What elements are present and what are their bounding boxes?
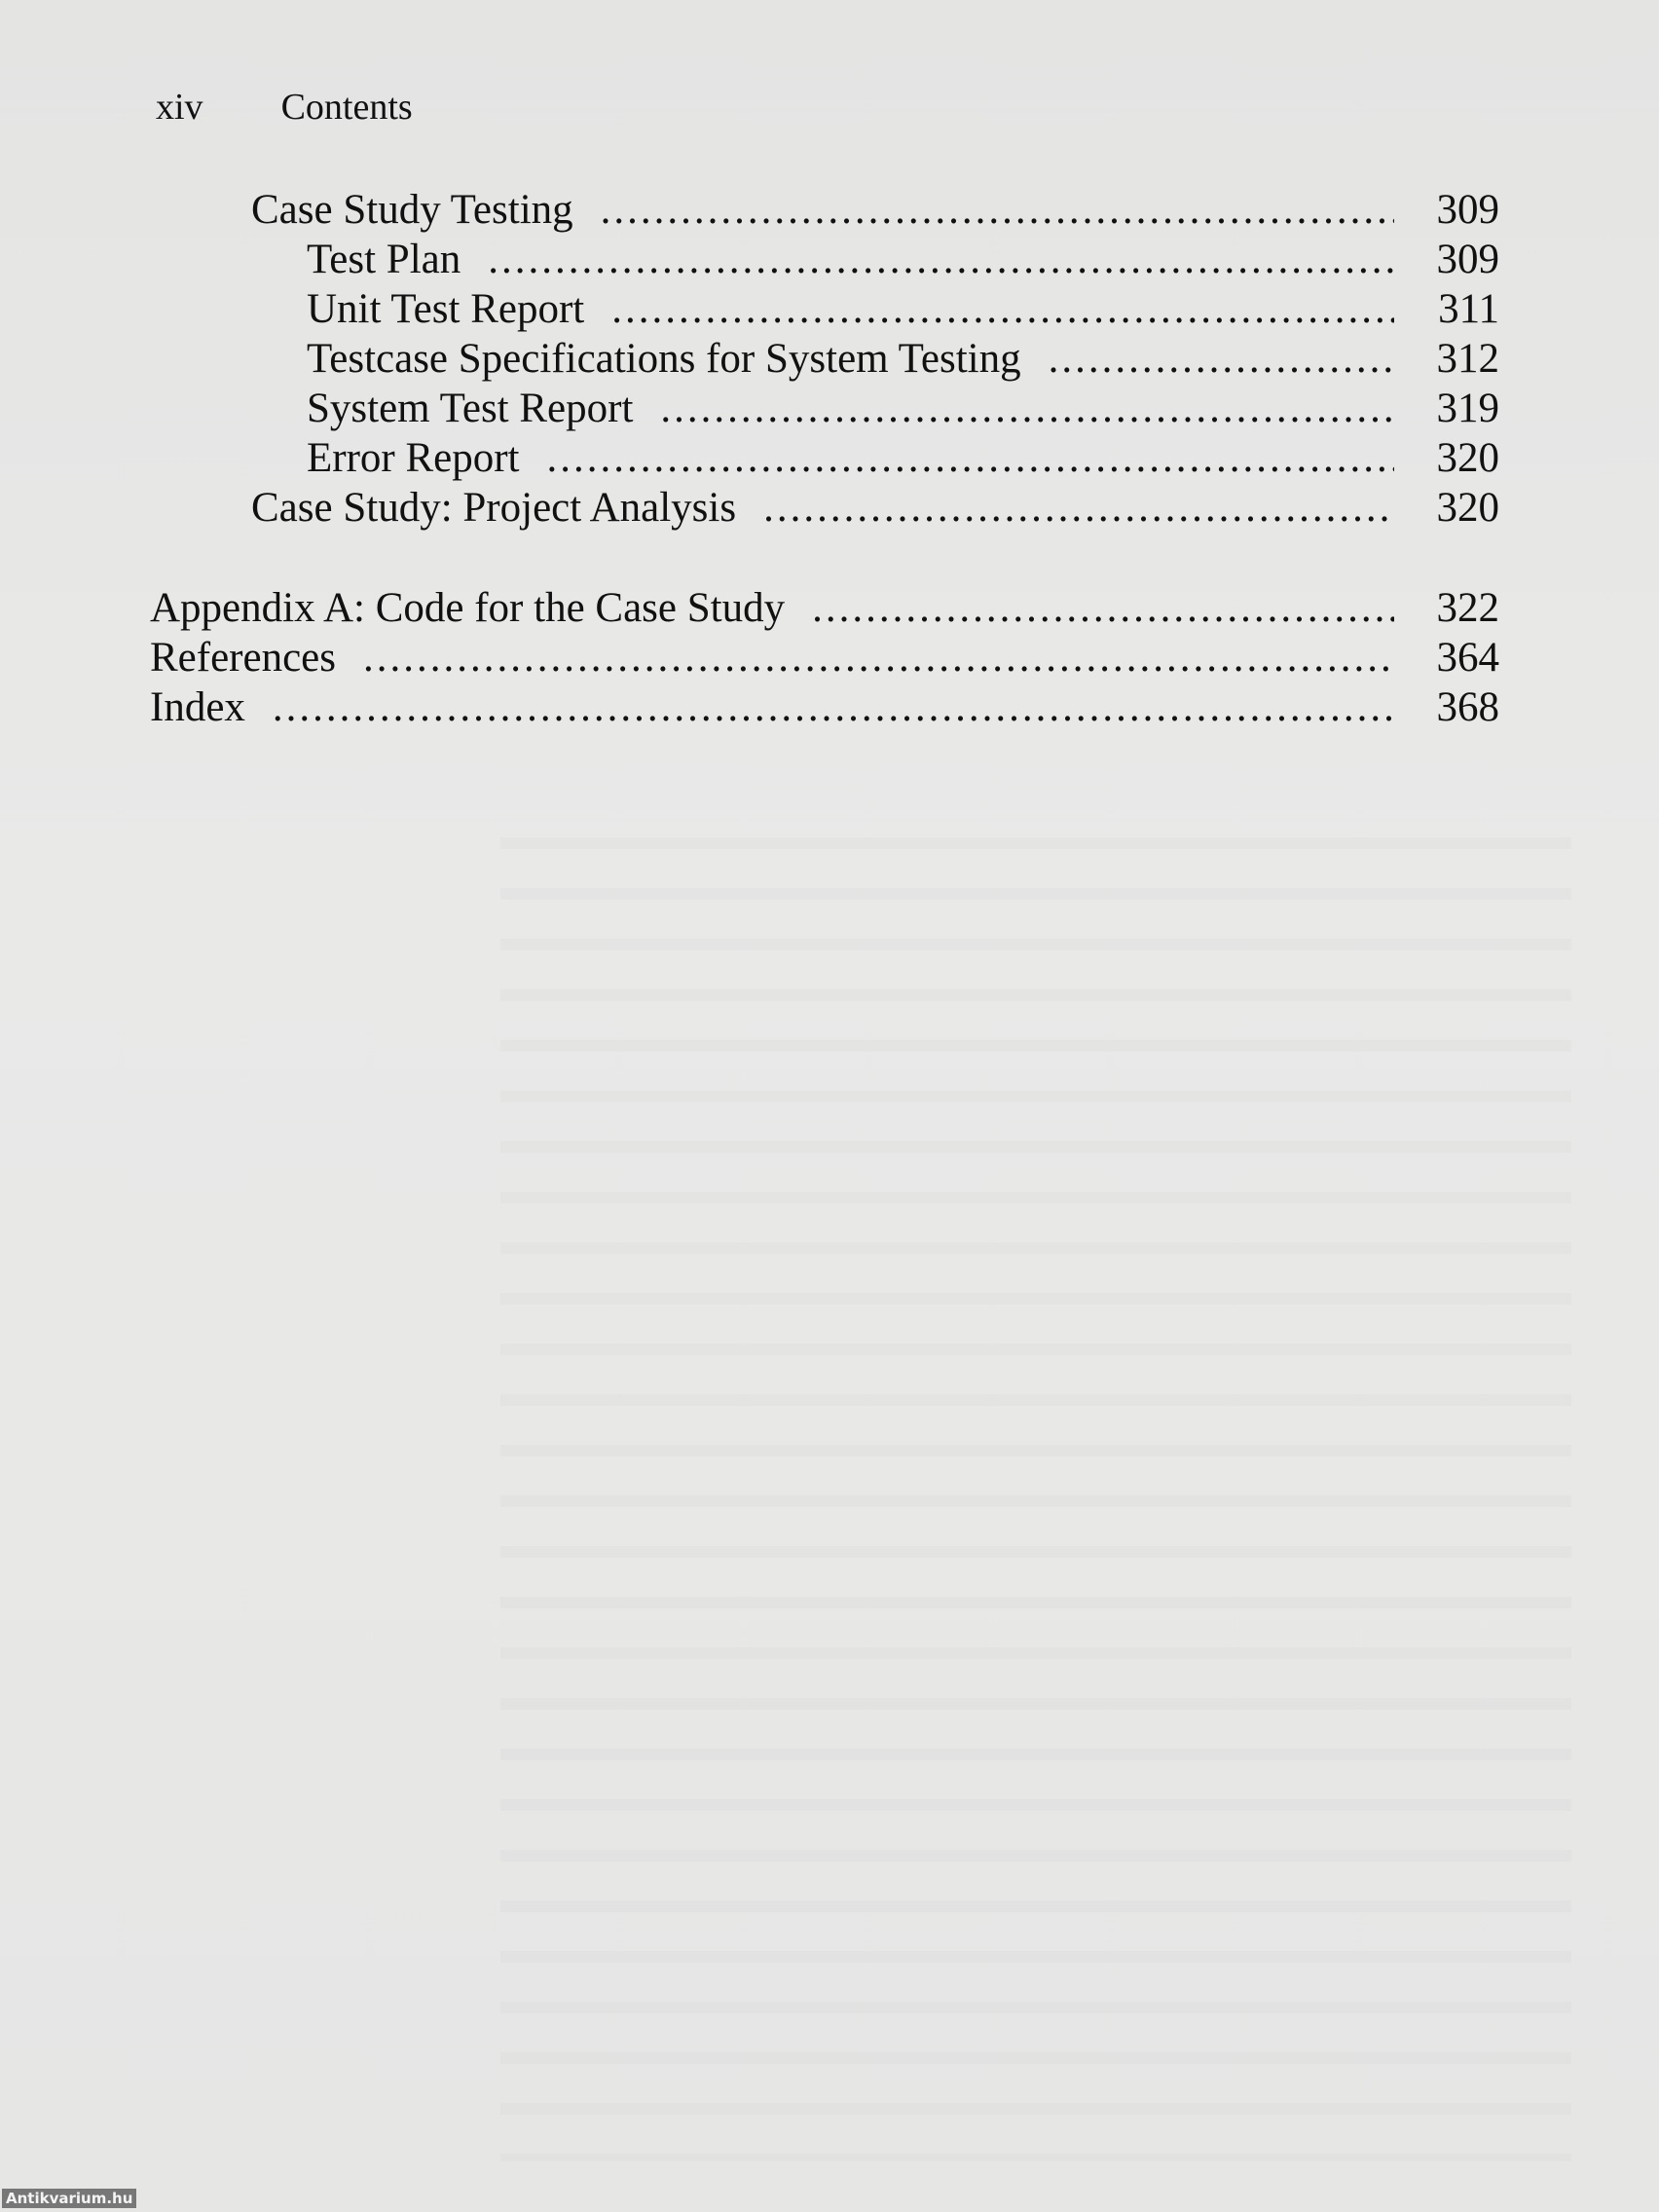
toc-entry-page: 368 <box>1436 684 1499 730</box>
bleed-through-shadow <box>500 798 1571 2161</box>
toc-leader-dots <box>601 185 1394 235</box>
toc-entry-title: Appendix A: Code for the Case Study <box>150 585 786 631</box>
toc-entry-title: Case Study Testing <box>251 187 573 233</box>
toc-entry-page: 309 <box>1436 237 1499 282</box>
toc-entry-page: 320 <box>1436 435 1499 481</box>
toc-leader-dots <box>273 682 1394 732</box>
toc-entry-case-study-testing <box>146 185 1499 235</box>
toc-leader-dots <box>812 583 1394 633</box>
toc-leader-dots <box>611 284 1394 334</box>
toc-leader-dots <box>488 235 1394 284</box>
toc-leader-dots <box>763 483 1394 533</box>
toc-entry-references <box>146 633 1499 682</box>
toc-leader-dots <box>363 633 1394 682</box>
toc-entry-page: 320 <box>1436 485 1499 531</box>
table-of-contents <box>146 185 1499 732</box>
toc-entry-page: 312 <box>1436 336 1499 382</box>
toc-entry-test-plan <box>146 235 1499 284</box>
toc-entry-error-report <box>146 433 1499 483</box>
toc-entry-page: 319 <box>1436 386 1499 431</box>
toc-entry-testcase-specifications <box>146 334 1499 384</box>
page-header <box>156 86 413 129</box>
toc-entry-title: Test Plan <box>307 237 461 282</box>
toc-entry-title: Unit Test Report <box>307 286 585 332</box>
toc-entry-title: Error Report <box>307 435 520 481</box>
toc-entry-page: 364 <box>1436 635 1499 681</box>
toc-entry-system-test-report <box>146 384 1499 433</box>
toc-entry-title: Testcase Specifications for System Testing <box>307 336 1021 382</box>
toc-leader-dots <box>1049 334 1394 384</box>
toc-entry-appendix-a <box>146 583 1499 633</box>
toc-entry-page: 309 <box>1436 187 1499 233</box>
running-title: Contents <box>280 87 413 128</box>
toc-entry-title: Index <box>150 684 245 730</box>
section-spacer <box>146 533 1499 583</box>
toc-entry-index <box>146 682 1499 732</box>
toc-entry-page: 311 <box>1438 286 1499 332</box>
source-watermark: Antikvarium.hu <box>2 2189 136 2208</box>
toc-entry-unit-test-report <box>146 284 1499 334</box>
toc-entry-title: References <box>150 635 336 681</box>
toc-entry-page: 322 <box>1436 585 1499 631</box>
toc-leader-dots <box>547 433 1394 483</box>
toc-leader-dots <box>660 384 1394 433</box>
page-number: xiv <box>156 87 203 128</box>
toc-entry-project-analysis <box>146 483 1499 533</box>
toc-entry-title: Case Study: Project Analysis <box>251 485 737 531</box>
toc-entry-title: System Test Report <box>307 386 634 431</box>
